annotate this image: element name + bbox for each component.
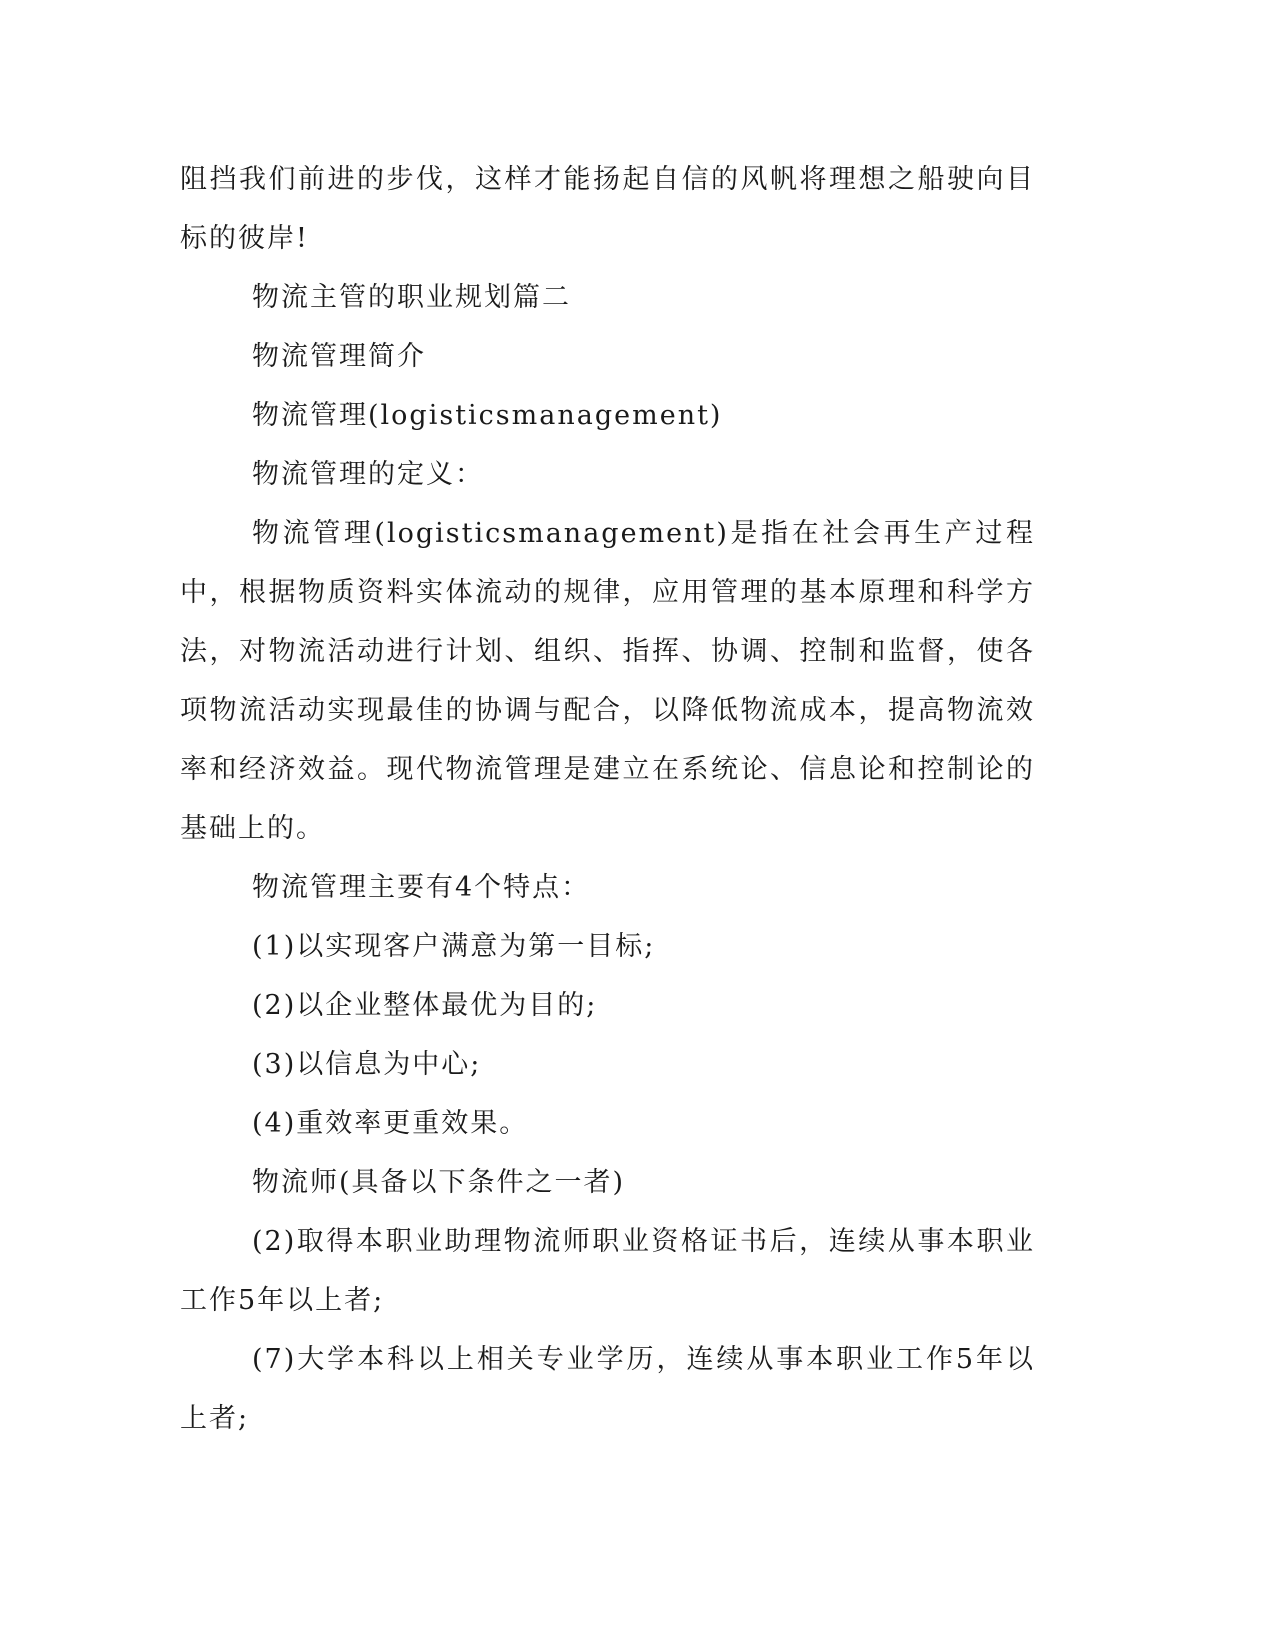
list-item-condition-2: (2)取得本职业助理物流师职业资格证书后，连续从事本职业工作5年以上者;	[180, 1226, 1035, 1316]
list-item-feature-2: (2)以企业整体最优为目的;	[252, 990, 598, 1021]
section-title: 物流主管的职业规划篇二	[252, 282, 571, 313]
paragraph-features-intro: 物流管理主要有4个特点：	[252, 872, 591, 903]
list-item-feature-3: (3)以信息为中心;	[252, 1049, 482, 1080]
subheading-logistician: 物流师(具备以下条件之一者)	[252, 1167, 626, 1198]
subheading-term: 物流管理(logisticsmanagement)	[252, 400, 723, 431]
list-item-condition-7: (7)大学本科以上相关专业学历，连续从事本职业工作5年以上者;	[180, 1344, 1035, 1434]
subheading-definition: 物流管理的定义：	[252, 459, 484, 490]
paragraph-definition: 物流管理(logisticsmanagement)是指在社会再生产过程中，根据物质资料实体流动的规律，应用管理的基本原理和科学方法，对物流活动进行计划、组织、指挥、协调、控制和监督，使各项物流活动实现最佳的协调与配合，以降低物流成本，提高物流效率和经济效益。现代物流管理是建立在系统论、信息论和控制论的基础上的。	[180, 518, 1035, 844]
document-body	[180, 150, 1035, 1448]
list-item-feature-1: (1)以实现客户满意为第一目标;	[252, 931, 656, 962]
list-item-feature-4: (4)重效率更重效果。	[252, 1108, 529, 1139]
paragraph-1: 阻挡我们前进的步伐，这样才能扬起自信的风帆将理想之船驶向目标的彼岸!	[180, 164, 1035, 254]
subheading-intro: 物流管理简介	[252, 341, 426, 372]
